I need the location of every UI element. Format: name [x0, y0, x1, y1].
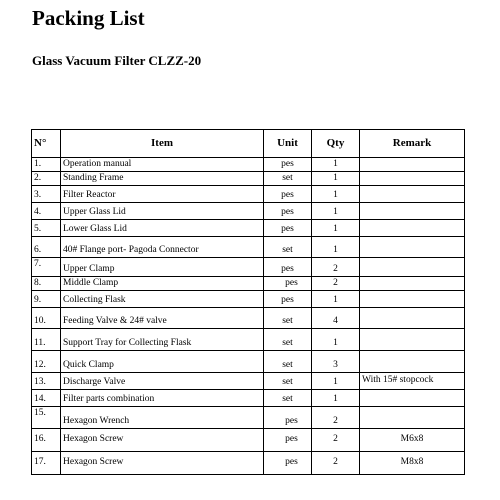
- row-qty: 3: [312, 351, 360, 373]
- table-row: [32, 220, 465, 237]
- header-qty: Qty: [312, 130, 360, 158]
- row-unit: pes: [264, 407, 312, 429]
- row-item: Feeding Valve & 24# valve: [61, 308, 264, 329]
- row-item: 40# Flange port- Pagoda Connector: [61, 237, 264, 258]
- row-item: Discharge Valve: [61, 373, 264, 390]
- row-unit: set: [264, 390, 312, 407]
- table-row: [32, 203, 465, 220]
- row-item: Collecting Flask: [61, 291, 264, 308]
- table-row: [32, 158, 465, 172]
- row-remark: [360, 329, 465, 351]
- row-qty: 2: [312, 407, 360, 429]
- row-unit: pes: [264, 186, 312, 203]
- row-item: Upper Clamp: [61, 258, 264, 277]
- row-remark: [360, 308, 465, 329]
- row-number: 8.: [32, 277, 61, 291]
- row-remark: [360, 203, 465, 220]
- row-remark: [360, 390, 465, 407]
- row-qty: 1: [312, 172, 360, 186]
- table-row: [32, 329, 465, 351]
- row-qty: 1: [312, 186, 360, 203]
- row-remark: [360, 237, 465, 258]
- row-number: 15.: [32, 407, 61, 429]
- row-item: Quick Clamp: [61, 351, 264, 373]
- table-row: [32, 429, 465, 452]
- row-item: Upper Glass Lid: [61, 203, 264, 220]
- row-item: Filter parts combination: [61, 390, 264, 407]
- row-qty: 2: [312, 429, 360, 452]
- row-number: 4.: [32, 203, 61, 220]
- row-remark: [360, 186, 465, 203]
- row-unit: set: [264, 172, 312, 186]
- row-number: 7.: [32, 258, 61, 277]
- row-unit: pes: [264, 203, 312, 220]
- row-unit: pes: [264, 220, 312, 237]
- row-remark: [360, 220, 465, 237]
- row-remark: [360, 277, 465, 291]
- table-row: [32, 452, 465, 475]
- table-row: [32, 308, 465, 329]
- document-subtitle: Glass Vacuum Filter CLZZ-20: [32, 53, 202, 68]
- row-item: Hexagon Screw: [61, 452, 264, 475]
- row-remark: [360, 291, 465, 308]
- row-qty: 1: [312, 203, 360, 220]
- row-unit: set: [264, 329, 312, 351]
- table-row: [32, 172, 465, 186]
- packing-list-table: [31, 129, 465, 475]
- row-remark: [360, 158, 465, 172]
- table-row: [32, 407, 465, 429]
- row-qty: 4: [312, 308, 360, 329]
- row-item: Filter Reactor: [61, 186, 264, 203]
- row-unit: pes: [264, 452, 312, 475]
- row-number: 17.: [32, 452, 61, 475]
- table-row: [32, 186, 465, 203]
- row-qty: 1: [312, 291, 360, 308]
- row-qty: 1: [312, 158, 360, 172]
- header-remark: Remark: [360, 130, 465, 158]
- row-number: 14.: [32, 390, 61, 407]
- header-no: N°: [32, 130, 61, 158]
- row-unit: pes: [264, 277, 312, 291]
- table-row: [32, 291, 465, 308]
- row-unit: set: [264, 351, 312, 373]
- row-remark: With 15# stopcock: [360, 373, 465, 390]
- row-remark: [360, 407, 465, 429]
- row-qty: 2: [312, 258, 360, 277]
- row-number: 12.: [32, 351, 61, 373]
- table-row: [32, 277, 465, 291]
- row-number: 2.: [32, 172, 61, 186]
- table-row: [32, 258, 465, 277]
- table-header-row: [32, 130, 465, 158]
- row-qty: 2: [312, 277, 360, 291]
- header-unit: Unit: [264, 130, 312, 158]
- row-number: 9.: [32, 291, 61, 308]
- row-qty: 1: [312, 373, 360, 390]
- row-number: 3.: [32, 186, 61, 203]
- row-unit: set: [264, 373, 312, 390]
- row-unit: pes: [264, 429, 312, 452]
- row-qty: 2: [312, 452, 360, 475]
- row-unit: set: [264, 237, 312, 258]
- row-unit: set: [264, 308, 312, 329]
- row-remark: M8x8: [360, 452, 465, 475]
- row-number: 16.: [32, 429, 61, 452]
- row-qty: 1: [312, 220, 360, 237]
- row-unit: pes: [264, 291, 312, 308]
- row-item: Lower Glass Lid: [61, 220, 264, 237]
- row-item: Standing Frame: [61, 172, 264, 186]
- row-unit: pes: [264, 258, 312, 277]
- table-row: [32, 390, 465, 407]
- page-title: Packing List: [32, 6, 145, 30]
- row-item: Hexagon Wrench: [61, 407, 264, 429]
- row-number: 1.: [32, 158, 61, 172]
- row-qty: 1: [312, 237, 360, 258]
- row-qty: 1: [312, 390, 360, 407]
- row-number: 11.: [32, 329, 61, 351]
- row-number: 10.: [32, 308, 61, 329]
- row-item: Operation manual: [61, 158, 264, 172]
- row-number: 13.: [32, 373, 61, 390]
- row-item: Support Tray for Collecting Flask: [61, 329, 264, 351]
- table-row: [32, 237, 465, 258]
- row-qty: 1: [312, 329, 360, 351]
- row-remark: [360, 258, 465, 277]
- row-remark: M6x8: [360, 429, 465, 452]
- row-unit: pes: [264, 158, 312, 172]
- header-item: Item: [61, 130, 264, 158]
- row-remark: [360, 351, 465, 373]
- table-row: [32, 351, 465, 373]
- row-item: Middle Clamp: [61, 277, 264, 291]
- row-number: 6.: [32, 237, 61, 258]
- row-number: 5.: [32, 220, 61, 237]
- row-remark: [360, 172, 465, 186]
- table-row: [32, 373, 465, 390]
- row-item: Hexagon Screw: [61, 429, 264, 452]
